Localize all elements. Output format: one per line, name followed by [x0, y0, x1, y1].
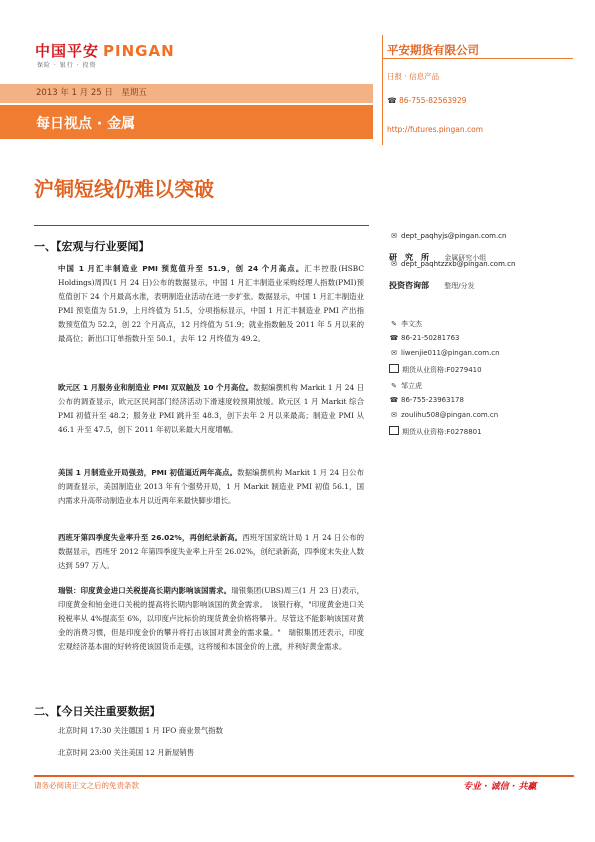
person1-phone: [389, 334, 460, 342]
report-type: 日报 · 信息产品: [387, 72, 440, 81]
license-icon: [389, 364, 399, 373]
company-rule: [383, 58, 573, 59]
research-value: 金属研究小组: [444, 254, 487, 262]
paragraph-2-lead: 欧元区 1 月服务业和制造业 PMI 双双触及 10 个月高位。: [58, 383, 254, 392]
paragraph-3-lead: 美国 1 月制造业开局强劲，PMI 初值逼近两年高点。: [58, 468, 238, 477]
logo-en-text: PINGAN: [103, 42, 175, 60]
footer-slogan: 专业 · 诚信 · 共赢: [463, 782, 537, 792]
report-date: [36, 86, 147, 98]
mail-icon: ✉: [391, 260, 397, 268]
paragraph-2: [58, 381, 364, 437]
mail-icon: ✉: [391, 349, 397, 357]
footer-rule: [34, 775, 574, 777]
date-value: 2013 年 1 月 25 日: [36, 88, 113, 98]
company-phone: [387, 96, 466, 105]
person2-name: [389, 381, 422, 391]
paragraph-1: [58, 262, 364, 346]
logo-cn-text: 中国平安: [35, 42, 100, 60]
header-divider: [382, 35, 383, 145]
person2-phone-value: 86-755-23963178: [401, 396, 464, 404]
data-item-1: 北京时间 17:30 关注德国 1 月 IFO 商业景气指数: [58, 726, 224, 735]
paragraph-3: [58, 466, 364, 508]
weekday-value: 星期五: [121, 88, 147, 98]
paragraph-1-body: 汇丰控股(HSBC Holdings)周四(1 月 24 日)公布的数据显示，中国 1 月汇丰制造业采购经理人指数(PMI)预览值创下 24 个月最高水准，表明制造业活动在进一步扩张。数据显示，中国 1 月汇丰制造业 PMI 预览值为 51.9，上月终值为 51.5，分项指标显示，中国 1 月汇丰制造业 PMI 产出指数预览值为 52.2，创 22 个月高点，12 月终值为 51.9；就业指数触及 2011 年 5 月以来的最高位；新出口订单指数升至 50.1，去年 12 月终值为 49.2。: [58, 264, 364, 343]
consult-dept: [389, 273, 475, 292]
company-logo: [35, 40, 175, 61]
person1-name: [389, 319, 422, 329]
phone-icon: ☎: [389, 334, 399, 342]
email-consult-value: dept_paqhtzzxb@pingan.com.cn: [401, 260, 516, 268]
person2-email[interactable]: [389, 411, 498, 419]
paragraph-3-body: 数据编撰机构 Markit 1 月 24 日公布的调查显示，美国制造业 2013 年有个强势开局，1 月 Markit 制造业 PMI 初值 56.1，国内需求升高带动制造业本月以近两年来最快脚步增长。: [58, 468, 364, 505]
person1-email[interactable]: [389, 349, 500, 357]
phone-icon: ☎: [389, 396, 399, 404]
logo-tagline: 保险 · 银行 · 投资: [37, 62, 97, 69]
email-research-value: dept_paqhyjs@pingan.com.cn: [401, 232, 507, 240]
research-label: 研 究 所: [389, 253, 429, 262]
person1-license: [389, 364, 482, 375]
mail-icon: ✉: [391, 232, 397, 240]
data-item-2: 北京时间 23:00 关注美国 12 月新屋销售: [58, 748, 195, 757]
person-icon: ✎: [391, 320, 397, 328]
company-name: 平安期货有限公司: [387, 43, 479, 57]
company-url[interactable]: http://futures.pingan.com: [387, 125, 483, 134]
license-icon: [389, 426, 399, 435]
email-research[interactable]: [389, 232, 506, 240]
person2-name-value: 邹立虎: [401, 382, 422, 390]
footer-disclaimer: 请务必阅读正文之后的免责条款: [34, 781, 139, 790]
phone-icon: ☎: [387, 96, 397, 105]
section2-heading: 二、【今日关注重要数据】: [34, 705, 161, 718]
column-title: 每日视点 · 金属: [36, 116, 136, 132]
person2-email-value: zoulihu508@pingan.com.cn: [401, 411, 499, 419]
paragraph-4-body: 西班牙国家统计局 1 月 24 日公布的数据显示，西班牙 2012 年第四季度失业率上升至 26.02%，创纪录新高，四季度末失业人数达到 597 万人。: [58, 533, 364, 570]
paragraph-2-body: 数据编撰机构 Markit 1 月 24 日公布的调查显示，欧元区民间部门经济活动下滑速度较预期放缓。欧元区 1 月 Markit 综合 PMI 初值升至 48.2；服务业 PMI 跳升至 48.3，创下去年 2 月以来最高；制造业 PMI 从 46.1 升至 47.5，创下 2011 年初以来最大月度增幅。: [58, 383, 364, 434]
consult-value: 整理/分发: [444, 282, 475, 290]
paragraph-1-lead: 中国 1 月汇丰制造业 PMI 预览值升至 51.9，创 24 个月高点。: [58, 264, 305, 273]
consult-label: 投资咨询部: [389, 281, 429, 290]
person2-license: [389, 426, 482, 437]
person1-license-value: 期货从业资格:F0279410: [402, 366, 482, 374]
company-phone-value: 86-755-82563929: [399, 96, 467, 105]
person2-license-value: 期货从业资格:F0278801: [402, 428, 482, 436]
paragraph-5: [58, 584, 364, 654]
person2-phone: [389, 396, 464, 404]
paragraph-5-lead: 瑞银：印度黄金进口关税提高长期内影响该国需求。: [58, 586, 232, 595]
person-icon: ✎: [391, 382, 397, 390]
title-rule: [34, 225, 369, 226]
email-consult[interactable]: [389, 260, 515, 268]
person1-name-value: 李文杰: [401, 320, 422, 328]
person1-email-value: liwenjie011@pingan.com.cn: [401, 349, 500, 357]
paragraph-4-lead: 西班牙第四季度失业率升至 26.02%，再创纪录新高。: [58, 533, 243, 542]
paragraph-4: [58, 531, 364, 573]
section1-heading: 一、【宏观与行业要闻】: [34, 240, 150, 253]
paragraph-5-body: 瑞银集团(UBS)周三(1 月 23 日)表示，印度黄金和铂金进口关税的提高将长期内影响该国的黄金需求。 该银行称，"印度黄金进口关税税率从 4%提高至 6%，以印度卢比标价的现货黄金价格将攀升。尽管这不能影响该国对黄金的消费习惯，但是印度金价的攀升将打击该国对黄金的需求量。" 瑞银集团还表示，印度宏观经济基本面的好转将使该国货币走强，这将缓和本国金价的上涨，并利好黄金需求。: [58, 586, 364, 651]
person1-phone-value: 86-21-50281763: [401, 334, 460, 342]
page-title: 沪铜短线仍难以突破: [34, 177, 214, 201]
mail-icon: ✉: [391, 411, 397, 419]
